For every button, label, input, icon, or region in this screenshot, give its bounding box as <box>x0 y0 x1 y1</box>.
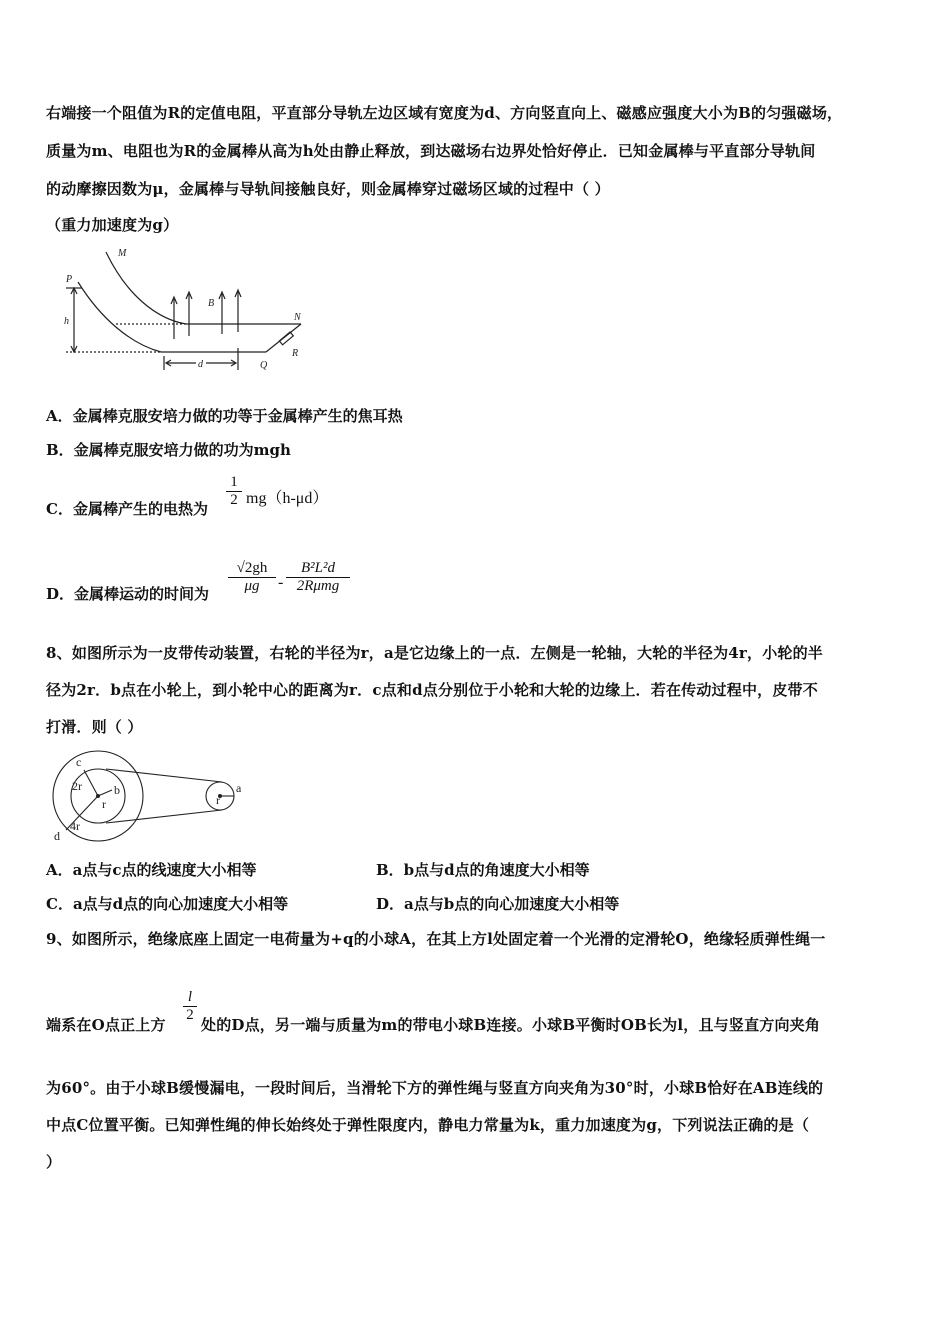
label-N: N <box>294 312 301 323</box>
q9-fraction-l-over-2 <box>183 989 197 1024</box>
q7-option-c: C．金属棒产生的电热为 <box>46 500 208 518</box>
q9-text-line-5: ） <box>46 1153 62 1171</box>
q7-option-a: A．金属棒克服安培力做的功等于金属棒产生的焦耳热 <box>46 407 403 425</box>
q7-option-d-minus: - <box>278 574 284 591</box>
q8-text-line-3: 打滑．则（ ） <box>46 718 143 736</box>
label-Q: Q <box>260 360 268 371</box>
label-r-right: r <box>216 793 220 807</box>
label-d: d <box>198 359 203 370</box>
fraction-numerator: l <box>183 989 197 1007</box>
fraction-denominator: 2 <box>230 492 238 508</box>
q7-text-line-1: 右端接一个阻值为R的定值电阻，平直部分导轨左边区域有宽度为d、方向竖直向上、磁感应强度大小为B的匀强磁场， <box>46 104 843 122</box>
q8-option-b: B．b点与d点的角速度大小相等 <box>376 861 590 879</box>
q7-option-d-fraction-1 <box>228 560 276 595</box>
label-B: B <box>208 298 215 309</box>
q8-option-c: C．a点与d点的向心加速度大小相等 <box>46 895 289 913</box>
q7-text-line-2: 质量为m、电阻也为R的金属棒从高为h处由静止释放，到达磁场右边界处恰好停止．已知金属棒与平直部分导轨间 <box>46 142 816 160</box>
q8-text-line-1: 8、如图所示为一皮带传动装置，右轮的半径为r，a是它边缘上的一点．左侧是一轮轴，大轮的半径为4r，小轮的半 <box>46 644 824 662</box>
fraction-numerator: B²L²d <box>286 560 350 578</box>
q8-option-a: A．a点与c点的线速度大小相等 <box>46 861 257 879</box>
label-a: a <box>236 781 242 795</box>
label-h: h <box>64 316 69 327</box>
fraction-denominator: 2 <box>186 1007 194 1023</box>
q7-option-d: D．金属棒运动的时间为 <box>46 585 210 603</box>
q9-text-line-3: 为60°。由于小球B缓慢漏电，一段时间后，当滑轮下方的弹性绳与竖直方向夹角为30°时，小球B恰好在AB连线的 <box>46 1079 824 1097</box>
fraction-numerator: √2gh <box>228 560 276 578</box>
q7-option-c-expression: mg（h-μd） <box>246 490 329 507</box>
q7-text-line-4: （重力加速度为g） <box>46 216 179 234</box>
label-R: R <box>292 348 299 359</box>
label-M: M <box>118 248 127 259</box>
label-4r: 4r <box>70 819 80 833</box>
q7-text-line-3: 的动摩擦因数为μ，金属棒与导轨间接触良好，则金属棒穿过磁场区域的过程中（ ） <box>46 180 610 198</box>
fraction-denominator: 2Rμmg <box>296 578 340 594</box>
q9-text-line-4: 中点C位置平衡。已知弹性绳的伸长始终处于弹性限度内，静电力常量为k，重力加速度为g，下列说法正确的是（ <box>46 1116 810 1134</box>
q8-figure-belt-drive <box>46 750 256 846</box>
label-b: b <box>114 783 120 797</box>
q9-text-line-1: 9、如图所示，绝缘底座上固定一电荷量为+q的小球A，在其上方l处固定着一个光滑的定滑轮O，绝缘轻质弹性绳一 <box>46 930 826 948</box>
label-c: c <box>76 755 82 769</box>
q9-text-line-2a: 端系在O点正上方 <box>46 1016 166 1034</box>
q8-option-d: D．a点与b点的向心加速度大小相等 <box>376 895 620 913</box>
q7-option-c-fraction <box>226 474 242 509</box>
fraction-denominator: μg <box>244 578 260 594</box>
label-P: P <box>66 274 73 285</box>
q8-text-line-2: 径为2r．b点在小轮上，到小轮中心的距离为r．c点和d点分别位于小轮和大轮的边缘上．若在传动过程中，皮带不 <box>46 681 818 699</box>
q9-text-line-2b: 处的D点，另一端与质量为m的带电小球B连接。小球B平衡时OB长为l，且与竖直方向夹角 <box>201 1016 821 1034</box>
q7-option-b: B．金属棒克服安培力做的功为mgh <box>46 441 291 459</box>
label-r-left: r <box>102 797 106 811</box>
q7-figure-rails-diagram <box>56 244 316 374</box>
label-2r: 2r <box>72 779 82 793</box>
label-d: d <box>54 829 60 843</box>
fraction-numerator: 1 <box>226 474 242 492</box>
q7-option-d-fraction-2 <box>286 560 350 595</box>
